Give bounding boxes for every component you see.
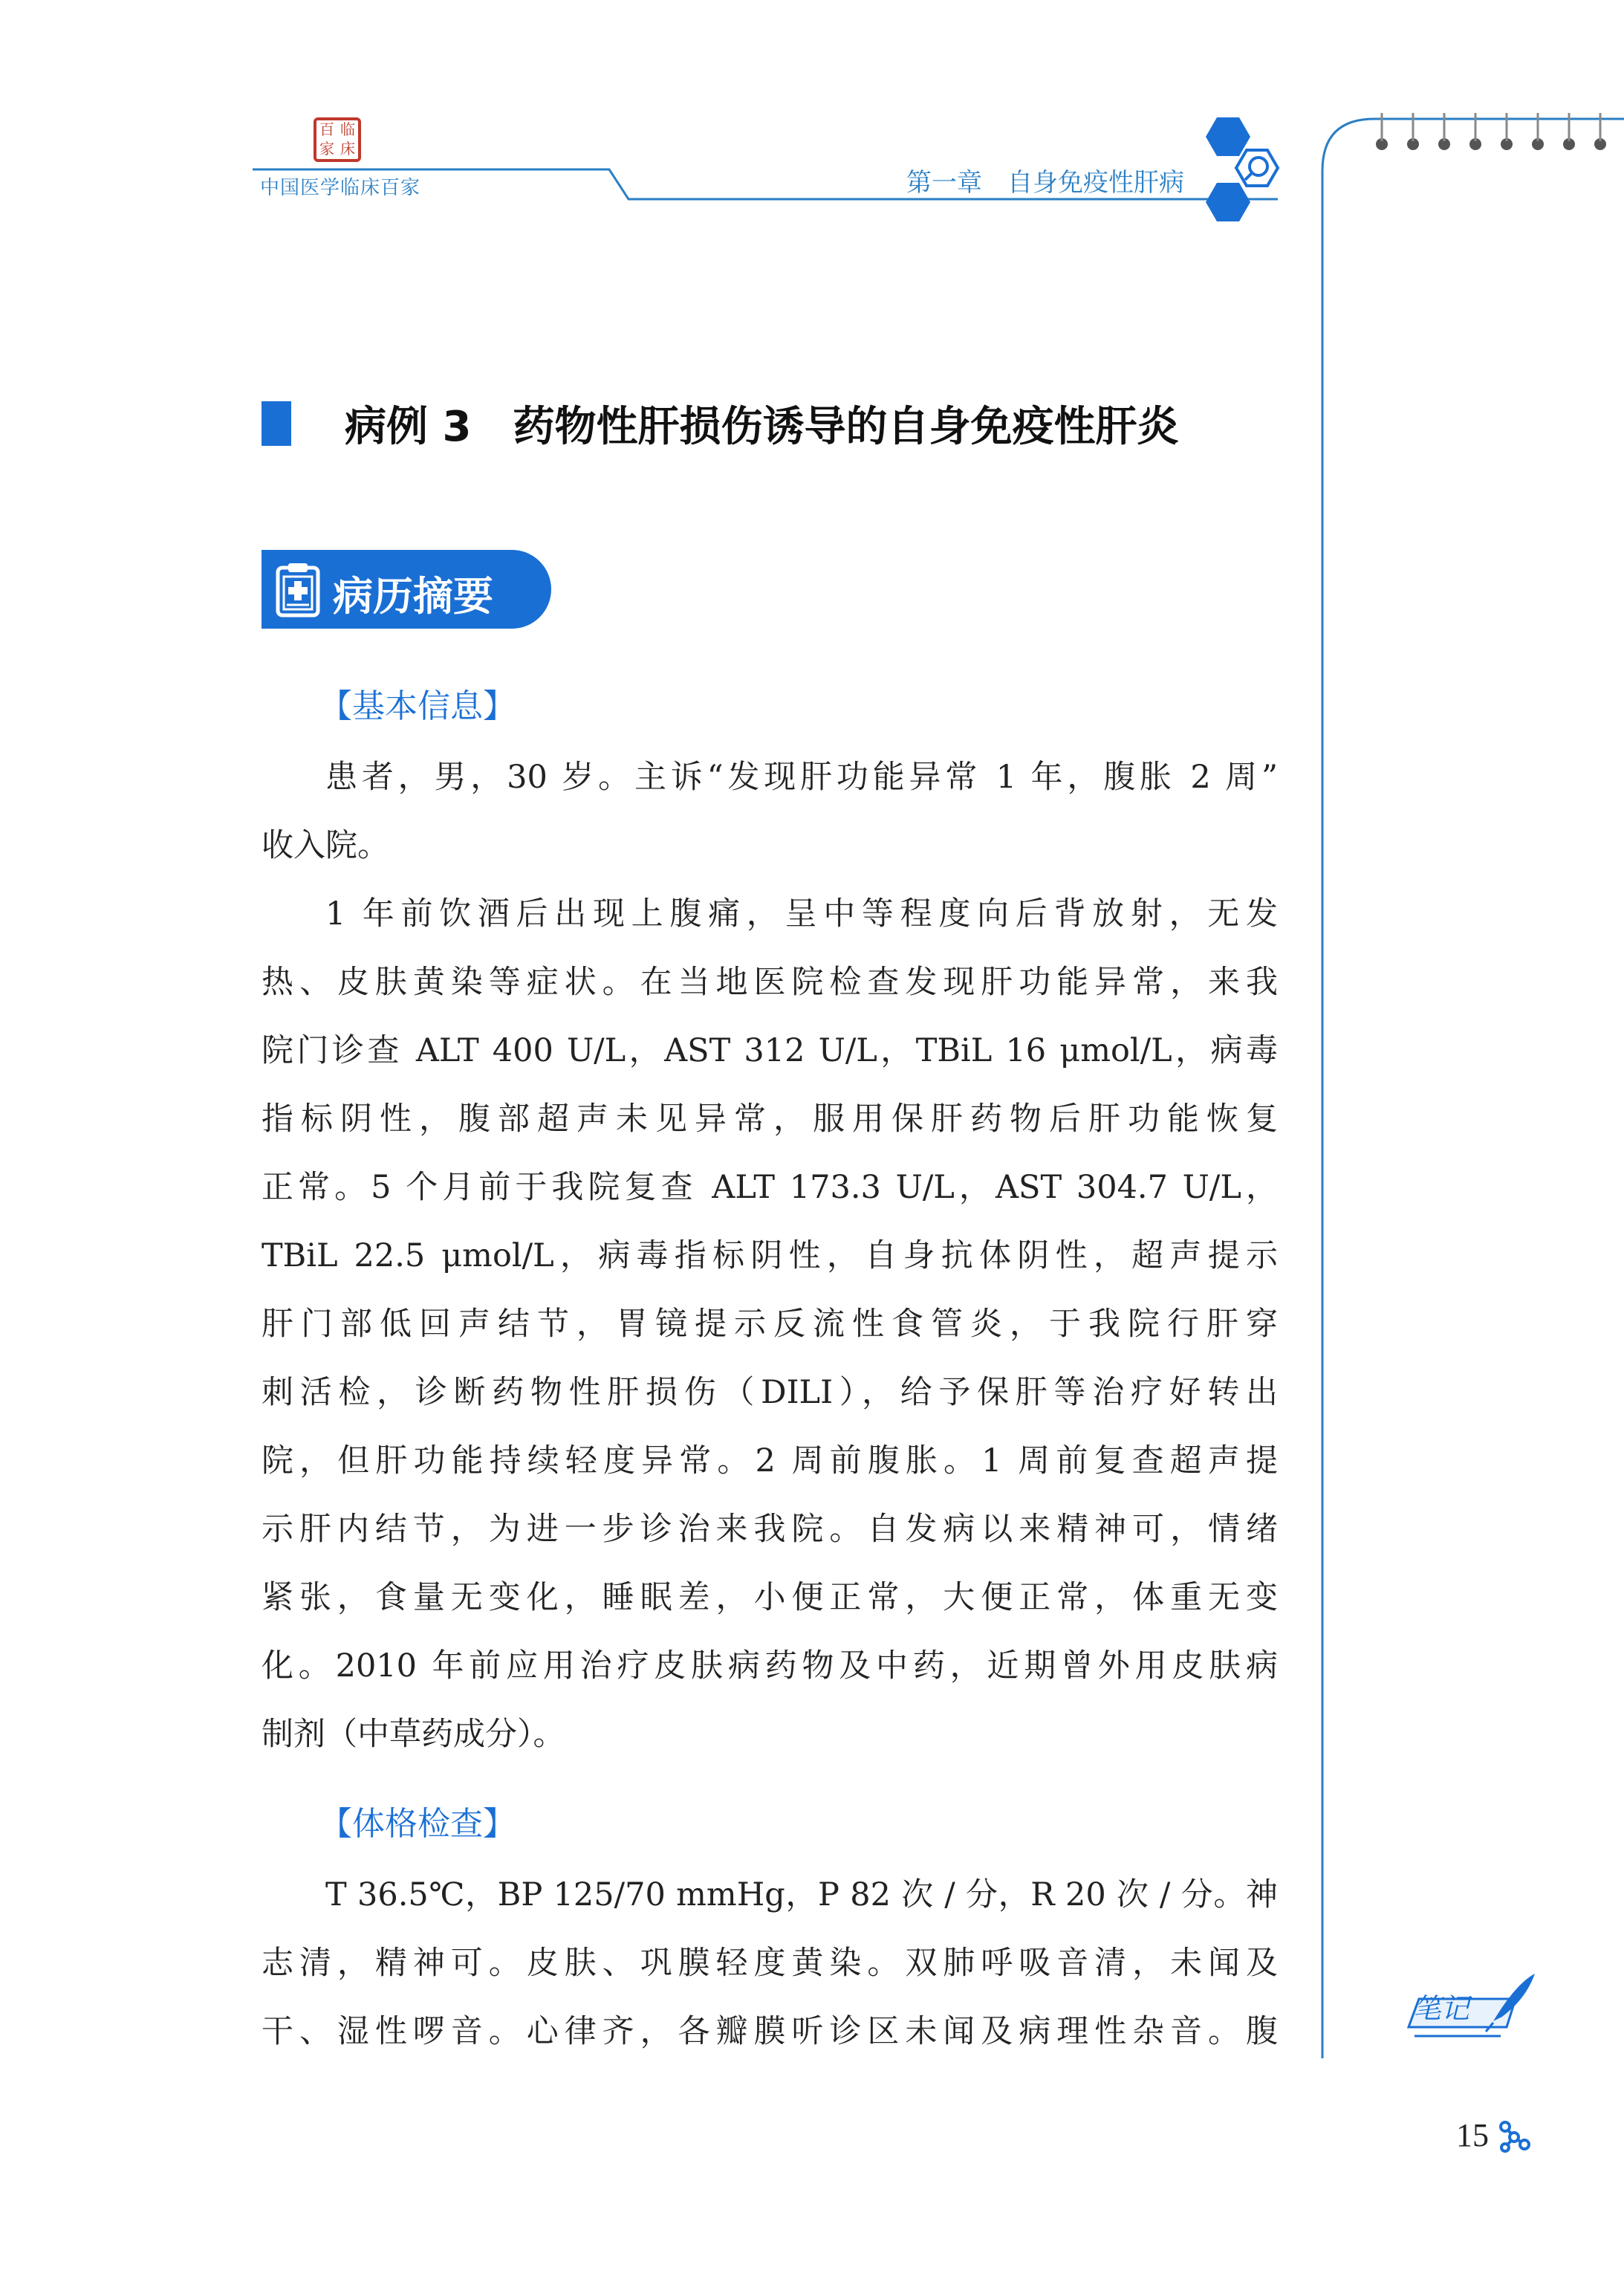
text-line: 制剂（中草药成分）。 — [262, 1716, 565, 1753]
text-line: 紧张，食量无变化，睡眠差，小便正常，大便正常，体重无变 — [262, 1579, 1278, 1616]
basic-info-heading: 【基本信息】 — [319, 687, 516, 725]
physical-exam-heading: 【体格检查】 — [319, 1805, 516, 1843]
series-name: 中国医学临床百家 — [260, 177, 421, 199]
text-line: 化。2010 年前应用治疗皮肤病药物及中药，近期曾外用皮肤病 — [262, 1647, 1278, 1685]
page-number: 15 — [1456, 2117, 1489, 2153]
text-line: T 36.5℃，BP 125/70 mmHg，P 82 次 / 分，R 20 次 / 分。神 — [325, 1876, 1278, 1913]
section-title: 病历摘要 — [333, 573, 493, 620]
basic-info-paragraph-1 — [262, 743, 1278, 880]
case-title-marker — [262, 401, 291, 446]
logo-char: 临 — [340, 120, 355, 138]
clipboard-medical-icon — [275, 562, 321, 618]
case-title: 病例 3 药物性肝损伤诱导的自身免疫性肝炎 — [345, 403, 1179, 451]
text-line: 热、皮肤黄染等症状。在当地医院检查发现肝功能异常，来我 — [262, 964, 1278, 1001]
text-line: 示肝内结节，为进一步诊治来我院。自发病以来精神可，情绪 — [262, 1511, 1278, 1548]
chapter-title: 第一章 自身免疫性肝病 — [906, 168, 1184, 198]
text-line: 院，但肝功能持续轻度异常。2 周前腹胀。1 周前复查超声提 — [262, 1442, 1278, 1479]
text-line: 正常。5 个月前于我院复查 ALT 173.3 U/L，AST 304.7 U/L， — [262, 1169, 1278, 1206]
text-line: 1 年前饮酒后出现上腹痛，呈中等程度向后背放射，无发 — [325, 895, 1278, 933]
text-line: TBiL 22.5 μmol/L，病毒指标阴性，自身抗体阴性，超声提示 — [262, 1237, 1278, 1274]
text-line: 干、湿性啰音。心律齐，各瓣膜听诊区未闻及病理性杂音。腹 — [262, 2013, 1278, 2050]
text-line: 指标阴性，腹部超声未见异常，服用保肝药物后肝功能恢复 — [262, 1101, 1278, 1138]
logo-char: 百 — [319, 120, 334, 138]
text-line: 肝门部低回声结节，胃镜提示反流性食管炎，于我院行肝穿 — [262, 1306, 1278, 1343]
molecule-share-icon — [1498, 2118, 1530, 2155]
text-line: 志清，精神可。皮肤、巩膜轻度黄染。双肺呼吸音清，未闻及 — [262, 1945, 1278, 1982]
logo-char: 家 — [319, 140, 334, 158]
text-line: 患者，男，30 岁。主诉“发现肝功能异常 1 年，腹胀 2 周” — [325, 759, 1278, 796]
text-line: 刺活检，诊断药物性肝损伤（DILI），给予保肝等治疗好转出 — [262, 1374, 1278, 1411]
text-line: 院门诊查 ALT 400 U/L，AST 312 U/L，TBiL 16 μmol/L，病毒 — [262, 1032, 1278, 1069]
basic-info-paragraph-2 — [262, 880, 1278, 1769]
logo-char: 床 — [340, 140, 355, 158]
text-line: 收入院。 — [262, 827, 389, 864]
notes-label: 笔记 — [1413, 1992, 1470, 2025]
physical-exam-paragraph — [262, 1861, 1278, 2066]
